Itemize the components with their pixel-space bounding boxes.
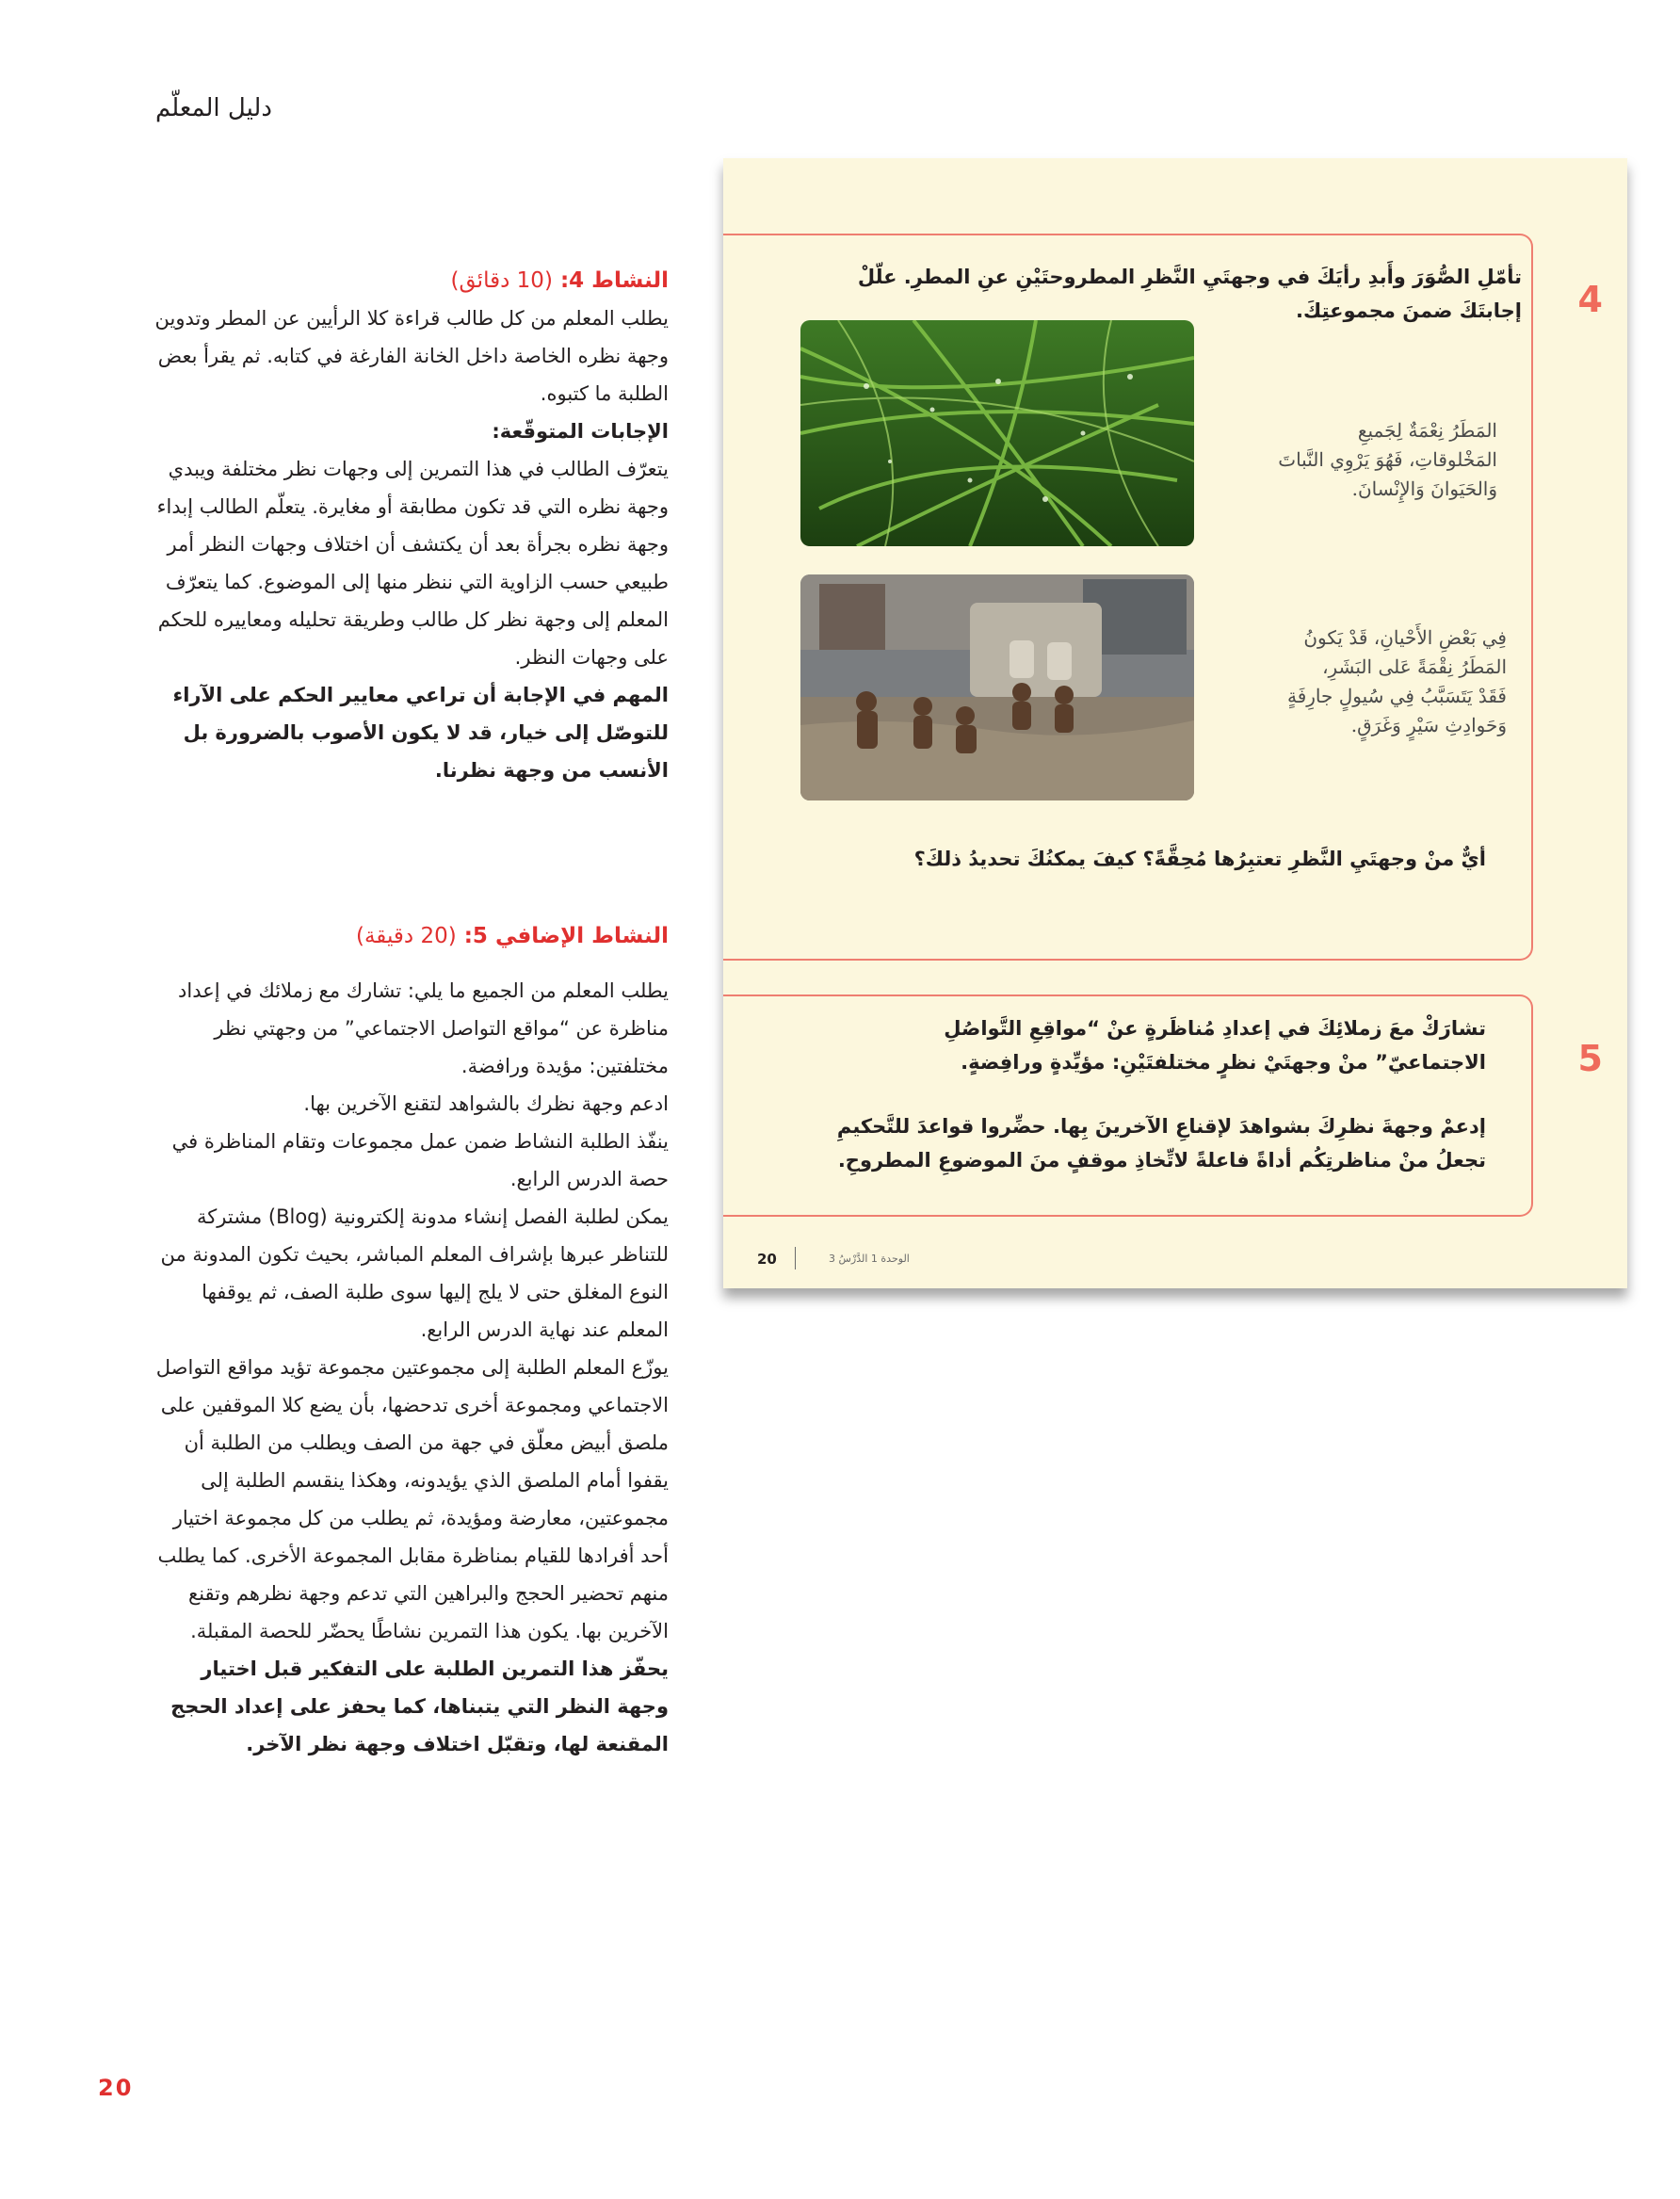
activity4-title: النشاط 4: <box>559 268 669 293</box>
activity5-p3: ينفّذ الطلبة النشاط ضمن عمل مجموعات وتقام المناظرة في حصة الدرس الرابع. <box>171 1130 669 1190</box>
activity4-intro: يطلب المعلم من كل طالب قراءة كلا الرأيين عن المطر وتدوين وجهة نظره الخاصة داخل الخانة الفارغة في كتابه. ثم يقرأ بعض الطلبة ما كتبوه. <box>154 307 669 405</box>
activity5-p2: ادعم وجهة نظرك بالشواهد لتقنع الآخرين بها. <box>303 1092 669 1115</box>
flood-image <box>800 574 1194 800</box>
flood-photo <box>800 574 1194 800</box>
activity5-p1: يطلب المعلم من الجميع ما يلي: تشارك مع زملائك في إعداد مناظرة عن “مواقع التواصل الاجتماعي” من وجهتي نظر مختلفتين: مؤيدة ورافضة. <box>178 979 669 1077</box>
activity4-section <box>151 262 669 789</box>
activity4-duration: (10 دقائق) <box>450 268 553 293</box>
exercise4-prompt: تأمّلِ الصُّوَرَ وأَبدِ رأيَكَ في وجهتَيِ النَّظرِ المطروحتَيْنِ عنِ المطرِ. علّلْ إجابتَكَ ضمنَ مجموعتِكَ. <box>857 266 1522 322</box>
grass-rain-photo <box>800 320 1194 546</box>
page-number: 20 <box>98 2075 134 2101</box>
poem2-line2: المَطَرُ نِقْمَةً عَلى البَشَرِ، <box>1322 655 1507 678</box>
activity5-heading <box>151 917 669 955</box>
exercise5-number: 5 <box>1577 1038 1603 1079</box>
exercise5-instruction: إدعمْ وجهةَ نظرِكَ بشواهدَ لإقناعِ الآخرينَ بِها. حضِّروا قواعدَ للتَّحكيمِ تجعلُ منْ مناظرتِكُم أداةً فاعلةً لاتِّخاذِ موقفٍ منَ الموضوعِ المطروحِ. <box>836 1115 1486 1172</box>
poem1-line3: وَالحَيَوانَ وَالإِنْسانَ. <box>1351 477 1497 500</box>
activity5-p5-text: يوزّع المعلم الطلبة إلى مجموعتين مجموعة تؤيد مواقع التواصل الاجتماعي ومجموعة أخرى تدحضها، بأن يضع كلا الموقفين على ملصق أبيض معلّق في جهة من الصف ويطلب من الطلبة أن يقفوا أمام الملصق الذي يؤيدونه، وهكذا ينقسم الطلبة إلى مجموعتين، معارضة ومؤيدة، ثم يطلب من كل مجموعة اختيار أحد أفرادها للقيام بمناظرة مقابل المجموعة الأخرى. كما يطلب منهم تحضير الحجج والبراهين التي تدعم وجهة نظرهم وتقنع الآخرين بها. يكون هذا التمرين نشاطًا يحضّر للحصة المقبلة. <box>155 1356 669 1642</box>
book-footer-unit: الوحدة 1 <box>870 1253 910 1265</box>
exercise4-number: 4 <box>1577 279 1603 320</box>
exercise4-question: أيٌّ منْ وجهتَيِ النَّظرِ تعتبِرُها مُحِقَّةً؟ كيفَ يمكنُكَ تحديدُ ذلكَ؟ <box>913 848 1486 870</box>
answers-heading: الإجابات المتوقّعة: <box>492 420 669 443</box>
book-footer-divider <box>795 1247 796 1269</box>
poem-rain-blessing <box>1234 416 1497 504</box>
poem2-line3: فَقَدْ يَتَسَبَّبُ فِي سُيولٍ جارِفَةٍ <box>1286 685 1507 707</box>
poem1-line2: المَخْلوقاتِ، فَهُوَ يَرْوِي النَّباتَ <box>1278 448 1497 471</box>
book-footer-lesson-label: الدَّرْسُ 3 <box>829 1253 868 1265</box>
activity5-p5 <box>151 1349 669 1763</box>
activity5-p4: يمكن لطلبة الفصل إنشاء مدونة إلكترونية (Blog) مشتركة للتناظر عبرها بإشراف المعلم المباشر، بحيث تكون المدونة من النوع المغلق حتى لا يلج إليها سوى طلبة الصف، ثم يوقفها المعلم عند نهاية الدرس الرابع. <box>160 1205 669 1341</box>
book-footer-lesson <box>829 1253 910 1265</box>
activity5-title: النشاط الإضافي 5: <box>463 924 669 948</box>
poem1-line1: المَطَرُ نِعْمَةٌ لِجَميعِ <box>1357 419 1497 442</box>
grass-rain-image <box>800 320 1194 546</box>
exercise5-prompt: تشارَكْ معَ زملائِكَ في إعدادِ مُناظَرةٍ عنْ “مواقِعِ التَّواصُلِ الاجتماعيّ” منْ وجهتَيْ نظرٍ مختلفتَيْنِ: مؤيِّدةٍ ورافِضةٍ. <box>944 1017 1486 1074</box>
answers-text: يتعرّف الطالب في هذا التمرين إلى وجهات نظر مختلفة ويبدي وجهة نظره التي قد تكون مطابقة أو مغايرة. يتعلّم الطالب إبداء وجهة نظره بجرأة بعد أن يكتشف أن اختلاف وجهات النظر أمر طبيعي حسب الزاوية التي ننظر منها إلى الموضوع. كما يتعرّف المعلم إلى وجهة نظر كل طالب وطريقة تحليله ومعاييره للحكم على وجهات النظر. <box>156 458 669 669</box>
book-footer-page: 20 <box>757 1251 777 1268</box>
student-book-page <box>723 158 1627 1288</box>
activity4-heading <box>151 262 669 299</box>
activity4-important: المهم في الإجابة أن تراعي معايير الحكم على الآراء للتوصّل إلى خيار، قد لا يكون الأصوب بالضرورة بل الأنسب من وجهة نظرنا. <box>172 684 669 782</box>
activity5-p5-bold: يحفّز هذا التمرين الطلبة على التفكير قبل اختيار وجهة النظر التي يتبناها، كما يحفز على إعداد الحجج المقنعة لها، وتقبّل اختلاف وجهة نظر الآخر. <box>170 1657 669 1755</box>
activity5-section <box>151 917 669 1763</box>
page-header-title: دليل المعلّم <box>155 94 272 122</box>
activity5-duration: (20 دقيقة) <box>356 924 457 948</box>
poem-rain-curse <box>1224 623 1507 740</box>
poem2-line1: فِي بَعْضِ الأَحْيانِ، قَدْ يَكونُ <box>1303 626 1507 649</box>
poem2-line4: وَحَوادِثِ سَيْرٍ وَغَرَقٍ. <box>1350 714 1507 736</box>
